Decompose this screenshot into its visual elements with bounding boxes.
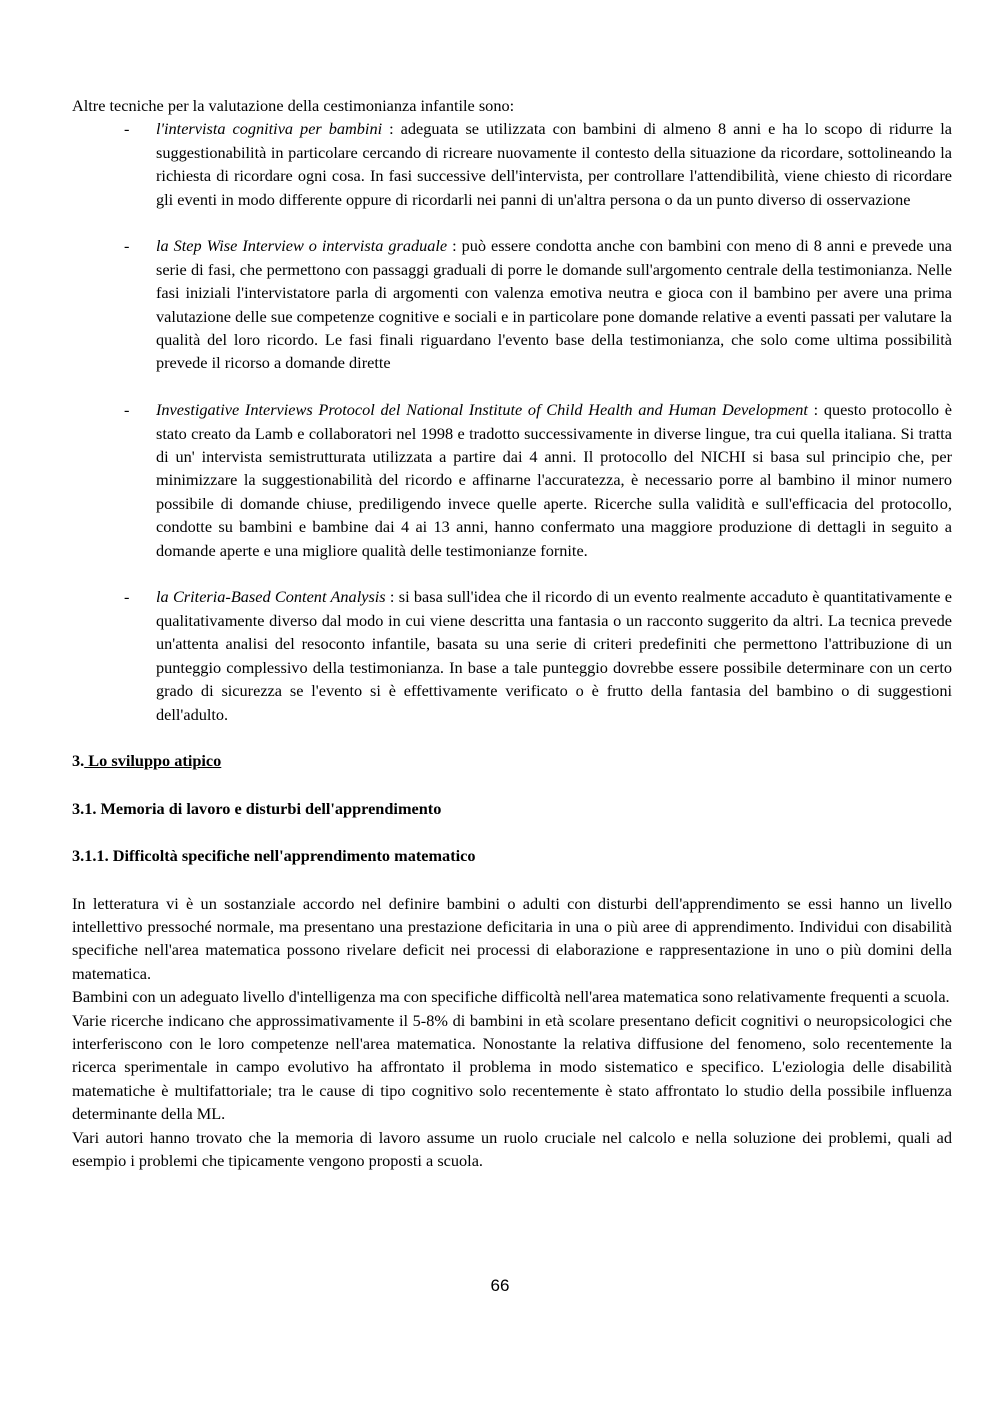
- list-item: [72, 398, 952, 562]
- section-title: Lo sviluppo atipico: [84, 751, 222, 771]
- list-item: [72, 585, 952, 725]
- body-paragraph: Varie ricerche indicano che approssimativamente il 5-8% di bambini in età scolare presentano deficit cognitivi o neuropsicologici che interferiscono con le loro competenze nell'area matematica. Nonostante la relativa diffusione del fenomeno, solo recentemente la ricerca sperimentale in campo evolutivo ha affrontato il problema in modo sistematico e specifico. L'eziologia delle disabilità matematiche è multifattoriale; tra le cause di tipo cognitivo solo recentemente è stato affrontato lo studio della possibile influenza determinante della ML.: [72, 1010, 952, 1124]
- technique-text: : si basa sull'idea che il ricordo di un evento realmente accaduto è quantitativamente e qualitativamente diverso dal modo in cui viene descritta una fantasia o un racconto suggerito da altri. La tecnica prevede un'attenta analisi del resoconto infantile, basata su una serie di criteri predefiniti che permettono l'attribuzione di un punteggio complessivo della testimonianza. In base a tale punteggio dovrebbe essere possibile determinare con un certo grado di sicurezza se l'evento si è effettivamente verificato o è frutto della fantasia del bambino o di suggestioni dell'adulto.: [156, 587, 952, 724]
- section-heading: [72, 749, 952, 772]
- intro-paragraph: Altre tecniche per la valutazione della cestimonianza infantile sono:: [72, 96, 515, 115]
- document-page: [72, 94, 952, 1172]
- techniques-list: [72, 117, 952, 726]
- body-paragraph: Vari autori hanno trovato che la memoria di lavoro assume un ruolo cruciale nel calcolo e nella soluzione dei problemi, quali ad esempio i problemi che tipicamente vengono proposti a scuola.: [72, 1127, 952, 1170]
- page-number: 66: [490, 1276, 510, 1295]
- list-item: [72, 117, 952, 211]
- technique-title: l'intervista cognitiva per bambini: [156, 119, 383, 139]
- technique-text: : questo protocollo è stato creato da Lamb e collaboratori nel 1998 e tradotto successivamente in diverse lingue, tra cui quella italiana. Si tratta di un' intervista semistrutturata utilizzata a partire dai 4 anni. Il protocollo del NICHI si basa sul principio che, per minimizzare la suggestionabilità del ricordo e affinarne l'accuratezza, è necessario porre al bambino il minor numero possibile di domande chiuse, prediligendo invece quelle aperte. Ricerche sulla validità e sull'efficacia del protocollo, condotte su bambini e bambine dai 4 ai 13 anni, hanno confermato una maggiore produzione di dettagli in seguito a domande aperte e una migliore qualità delle testimonianze fornite.: [156, 400, 952, 560]
- body-text: [72, 892, 952, 1173]
- list-item: [72, 234, 952, 374]
- bullet-marker: -: [124, 587, 130, 607]
- bullet-marker: -: [124, 400, 130, 420]
- technique-text: : adeguata se utilizzata con bambini di almeno 8 anni e ha lo scopo di ridurre la suggestionabilità in particolare cercando di ricreare nuovamente il contesto della situazione da ricordare, sottolineando la richiesta di ricordare ogni cosa. In fasi successive dell'intervista, per controllare l'attendibilità, viene chiesto di ricordare gli eventi in modo differente oppure di ricordarli nei panni di un'altra persona o da un punto diverso di osservazione: [156, 119, 953, 209]
- subsection-heading: 3.1. Memoria di lavoro e disturbi dell'apprendimento: [72, 798, 442, 818]
- body-paragraph: Bambini con un adeguato livello d'intelligenza ma con specifiche difficoltà nell'area matematica sono relativamente frequenti a scuola.: [72, 987, 950, 1007]
- technique-title: Investigative Interviews Protocol del National Institute of Child Health and Human Development: [156, 400, 808, 420]
- section-number: 3.: [72, 751, 85, 771]
- bullet-marker: -: [124, 236, 130, 256]
- technique-title: la Criteria-Based Content Analysis: [156, 587, 386, 607]
- bullet-marker: -: [124, 119, 130, 139]
- technique-title: la Step Wise Interview o intervista graduale: [156, 236, 448, 256]
- subsubsection-heading: 3.1.1. Difficoltà specifiche nell'apprendimento matematico: [72, 846, 476, 866]
- technique-text: : può essere condotta anche con bambini con meno di 8 anni e prevede una serie di fasi, che permettono con passaggi graduali di porre le domande sull'argomento centrale della testimonianza. Nelle fasi iniziali l'intervistatore parla di argomenti con valenza emotiva neutra e gioca con il bambino per avere una prima valutazione delle sue competenze cognitive e sociali e in particolare pone domande relative a eventi passati per valutare la qualità del loro ricordo. Le fasi finali riguardano l'evento base della testimonianza, che solo come ultima possibilità prevede il ricorso a domande dirette: [156, 236, 953, 373]
- body-paragraph: In letteratura vi è un sostanziale accordo nel definire bambini o adulti con disturbi dell'apprendimento se essi hanno un livello intellettivo pressoché normale, ma presentano una prestazione deficitaria in una o più aree di apprendimento. Individui con disabilità specifiche nell'area matematica possono rivelare deficit nei processi di elaborazione e rappresentazione in uno o più domini della matematica.: [72, 893, 952, 983]
